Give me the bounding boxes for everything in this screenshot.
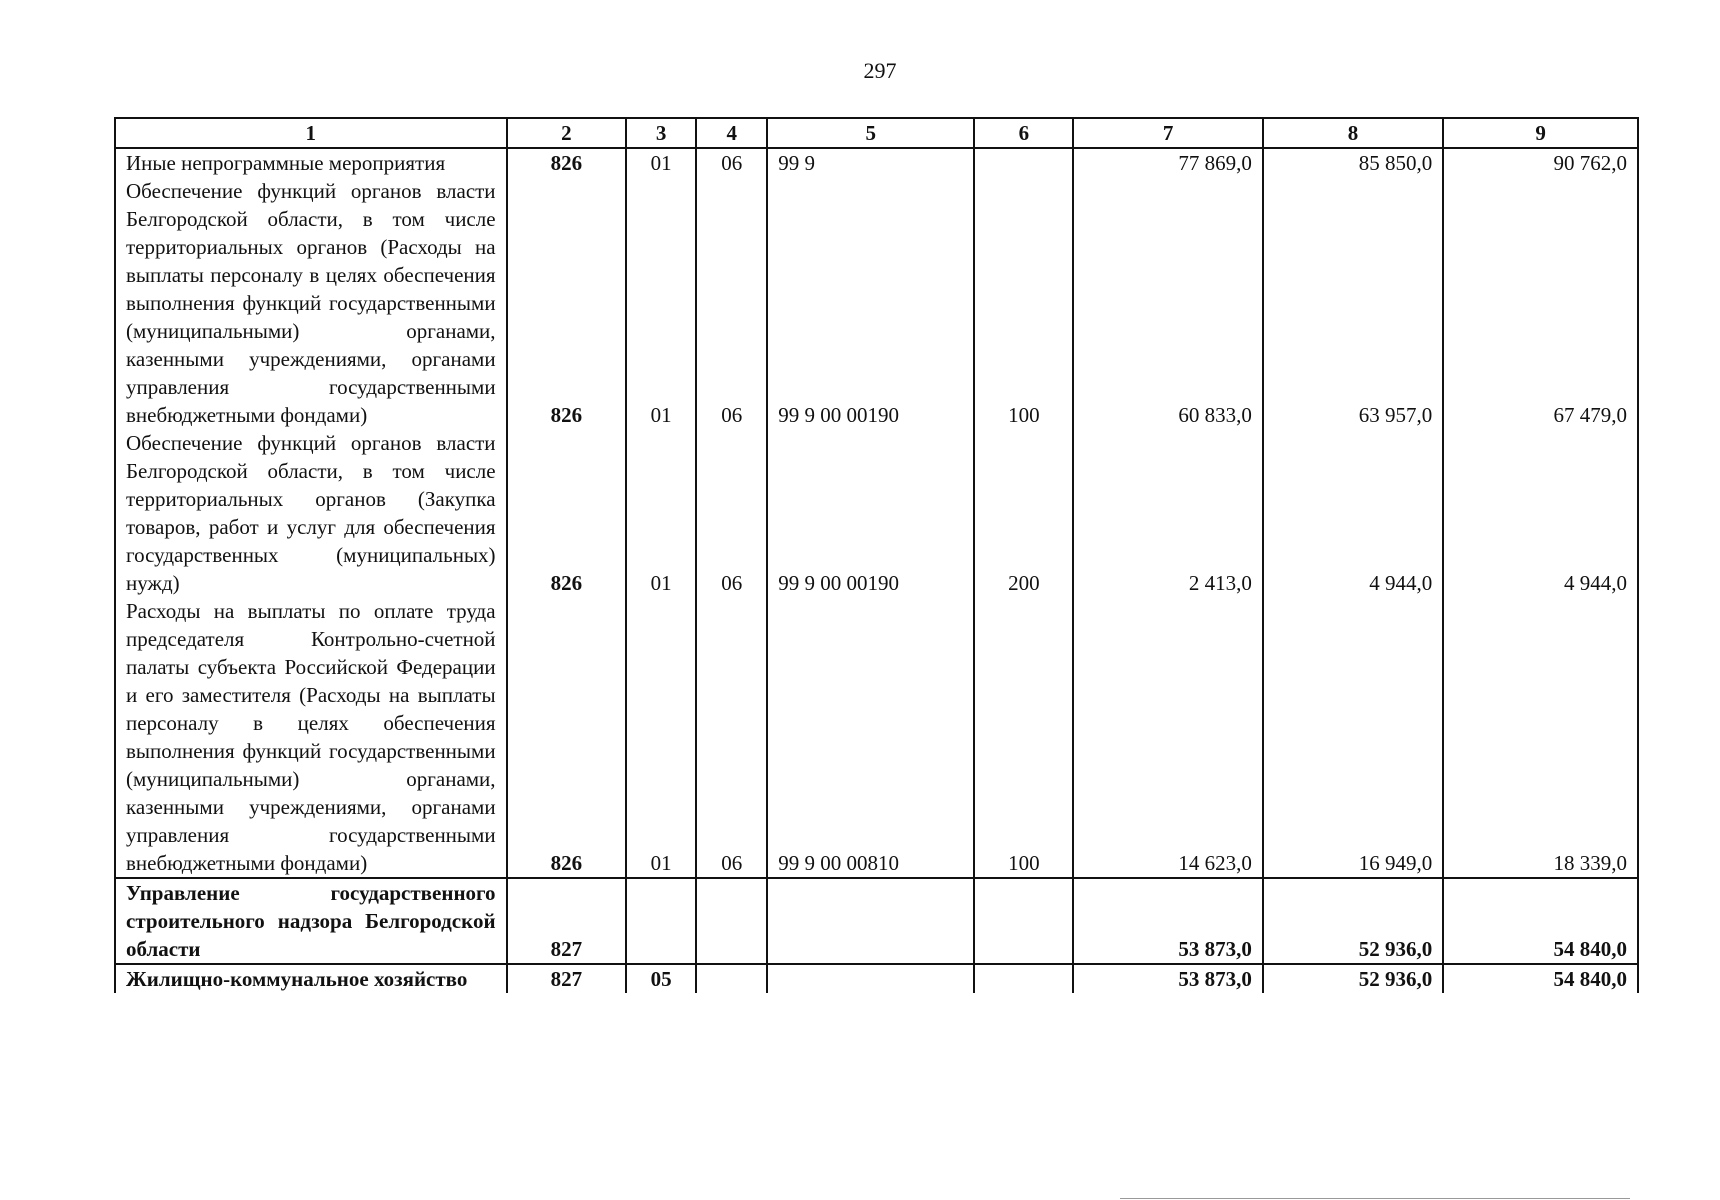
cell-col9: 4 944,0 (1443, 429, 1638, 597)
cell-col7: 14 623,0 (1073, 597, 1263, 878)
row-name: Иные непрограммные мероприятия (115, 148, 507, 177)
header-col-4: 4 (696, 118, 767, 148)
cell-col6: 100 (974, 177, 1073, 429)
header-col-6: 6 (974, 118, 1073, 148)
header-col-2: 2 (507, 118, 627, 148)
cell-col3: 01 (626, 177, 696, 429)
cell-col4 (696, 964, 767, 993)
header-col-5: 5 (767, 118, 974, 148)
header-col-9: 9 (1443, 118, 1638, 148)
cell-col5: 99 9 00 00190 (767, 429, 974, 597)
cell-col4: 06 (696, 177, 767, 429)
cell-col5: 99 9 00 00810 (767, 597, 974, 878)
table-row (115, 878, 1638, 964)
cell-col2: 827 (507, 878, 627, 964)
cell-col3: 01 (626, 429, 696, 597)
header-row (115, 118, 1638, 148)
cell-col8: 52 936,0 (1263, 878, 1443, 964)
cell-col5 (767, 964, 974, 993)
cell-col2: 826 (507, 429, 627, 597)
cell-col9: 54 840,0 (1443, 964, 1638, 993)
cell-col6: 200 (974, 429, 1073, 597)
row-name: Жилищно-коммунальное хозяйство (115, 964, 507, 993)
cell-col2: 826 (507, 177, 627, 429)
cell-col6: 100 (974, 597, 1073, 878)
cell-col5: 99 9 00 00190 (767, 177, 974, 429)
header-col-8: 8 (1263, 118, 1443, 148)
cell-col7: 60 833,0 (1073, 177, 1263, 429)
cell-col7: 53 873,0 (1073, 964, 1263, 993)
cell-col9: 54 840,0 (1443, 878, 1638, 964)
footer-rule (1120, 1198, 1630, 1199)
cell-col3 (626, 878, 696, 964)
cell-col6 (974, 148, 1073, 177)
cell-col5: 99 9 (767, 148, 974, 177)
cell-col7: 77 869,0 (1073, 148, 1263, 177)
table-row (115, 177, 1638, 429)
cell-col3: 01 (626, 148, 696, 177)
cell-col3: 01 (626, 597, 696, 878)
cell-col9: 67 479,0 (1443, 177, 1638, 429)
cell-col8: 52 936,0 (1263, 964, 1443, 993)
cell-col4: 06 (696, 597, 767, 878)
budget-table (114, 117, 1639, 993)
cell-col2: 826 (507, 148, 627, 177)
table-row (115, 964, 1638, 993)
cell-col8: 63 957,0 (1263, 177, 1443, 429)
table-row (115, 148, 1638, 177)
page-number-text: 297 (863, 58, 897, 83)
row-name: Управление государственного строительного надзора Белгородской области (115, 878, 507, 964)
cell-col5 (767, 878, 974, 964)
cell-col2: 826 (507, 597, 627, 878)
table-row (115, 429, 1638, 597)
cell-col8: 16 949,0 (1263, 597, 1443, 878)
header-col-1: 1 (115, 118, 507, 148)
table-row (115, 597, 1638, 878)
cell-col7: 2 413,0 (1073, 429, 1263, 597)
cell-col4: 06 (696, 429, 767, 597)
cell-col4: 06 (696, 148, 767, 177)
cell-col3: 05 (626, 964, 696, 993)
cell-col8: 85 850,0 (1263, 148, 1443, 177)
cell-col9: 90 762,0 (1443, 148, 1638, 177)
cell-col8: 4 944,0 (1263, 429, 1443, 597)
cell-col2: 827 (507, 964, 627, 993)
cell-col6 (974, 878, 1073, 964)
cell-col4 (696, 878, 767, 964)
row-name: Обеспечение функций органов власти Белгородской области, в том числе территориальных органов (Закупка товаров, работ и услуг для обеспечения государственных (муниципальных) нужд) (115, 429, 507, 597)
header-col-3: 3 (626, 118, 696, 148)
row-name: Обеспечение функций органов власти Белгородской области, в том числе территориальных органов (Расходы на выплаты персоналу в целях обеспечения выполнения функций государственными (муниципальными) органами, казенными учреждениями, органами управления государственными внебюджетными фондами) (115, 177, 507, 429)
cell-col6 (974, 964, 1073, 993)
row-name: Расходы на выплаты по оплате труда председателя Контрольно-счетной палаты субъекта Российской Федерации и его заместителя (Расходы на выплаты персоналу в целях обеспечения выполнения функций государственными (муниципальными) органами, казенными учреждениями, органами управления государственными внебюджетными фондами) (115, 597, 507, 878)
cell-col9: 18 339,0 (1443, 597, 1638, 878)
cell-col7: 53 873,0 (1073, 878, 1263, 964)
header-col-7: 7 (1073, 118, 1263, 148)
